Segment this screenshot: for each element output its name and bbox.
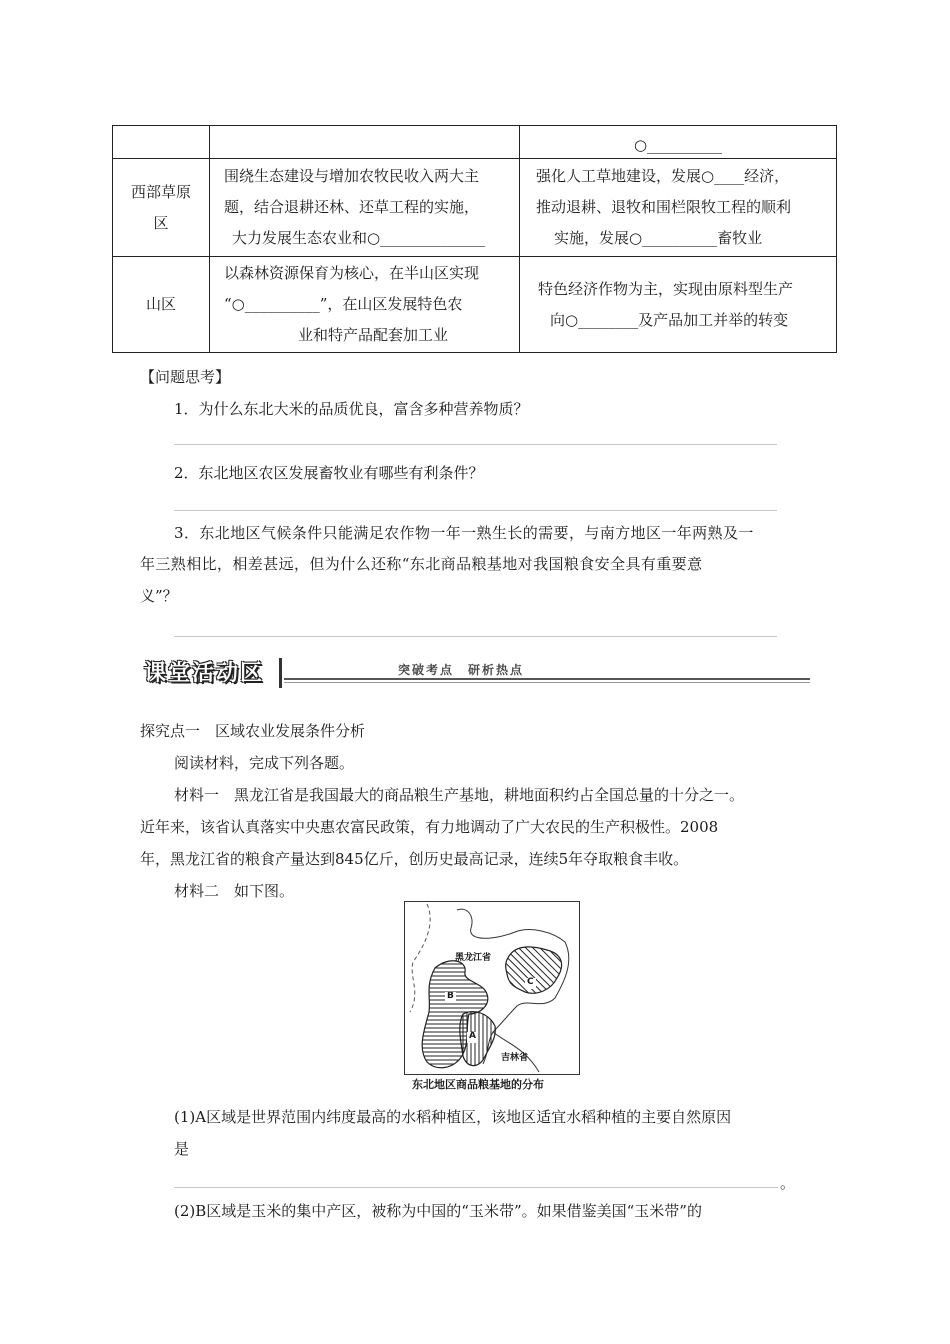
answer-line[interactable] xyxy=(174,636,777,637)
cell-text: 题，结合退耕还林、还草工程的实施， xyxy=(224,198,480,216)
material-1: 材料一 黑龙江省是我国最大的商品粮生产基地，耕地面积约占全国总量的十分之一。 xyxy=(174,786,745,804)
fill-blank-text: ○__________ xyxy=(633,136,723,154)
map-caption: 东北地区商品粮基地的分布 xyxy=(412,1078,544,1091)
section-banner xyxy=(140,656,810,690)
cell-text: 实施，发展○__________畜牧业 xyxy=(554,229,763,247)
table-cell xyxy=(210,126,520,159)
answer-line[interactable] xyxy=(174,1187,778,1188)
answer-line[interactable] xyxy=(174,444,777,445)
section-heading: 【问题思考】 xyxy=(140,368,231,386)
material-1: 年，黑龙江省的粮食产量达到845亿斤，创历史最高记录，连续5年夺取粮食丰收。 xyxy=(140,850,689,868)
question-1: 1．为什么东北大米的品质优良，富含多种营养物质？ xyxy=(174,400,529,418)
cell-text: 推动退耕、退牧和围栏限牧工程的顺利 xyxy=(536,198,792,216)
table-row xyxy=(113,126,837,159)
subquestion-1: 是 xyxy=(174,1140,190,1158)
table-cell xyxy=(520,126,837,159)
inquiry-intro: 阅读材料，完成下列各题。 xyxy=(174,754,355,772)
banner-title: 课堂活动区 xyxy=(144,661,265,686)
question-2: 2．东北地区农区发展畜牧业有哪些有利条件？ xyxy=(174,464,484,482)
cell-text: 特色经济作物为主，实现由原料型生产 xyxy=(538,279,794,298)
question-3: 义”？ xyxy=(140,587,178,605)
agriculture-table xyxy=(112,125,837,353)
region-label: 山区 xyxy=(145,295,176,313)
material-1: 近年来，该省认真落实中央惠农富民政策，有力地调动了广大农民的生产积极性。2008 xyxy=(140,818,719,836)
banner-subtitle: 突破考点 研析热点 xyxy=(398,663,525,677)
border-line xyxy=(410,904,430,1012)
inquiry-title: 探究点一 区域农业发展条件分析 xyxy=(140,722,366,740)
cell-text: 向○________及产品加工并举的转变 xyxy=(550,310,789,329)
table-cell xyxy=(520,159,837,257)
banner-rule xyxy=(284,678,810,680)
table-cell xyxy=(210,257,520,353)
cell-text: 围绕生态建设与增加农牧民收入两大主 xyxy=(224,167,480,185)
table-row xyxy=(113,257,837,353)
material-2: 材料二 如下图。 xyxy=(174,882,295,900)
commodity-grain-map xyxy=(404,901,580,1075)
subquestion-1: (1)A区域是世界范围内纬度最高的水稻种植区，该地区适宜水稻种植的主要自然原因 xyxy=(174,1108,732,1126)
label-region-c: C xyxy=(527,977,534,987)
cell-text: 大力发展生态农业和○______________ xyxy=(232,229,486,247)
banner-divider xyxy=(279,658,282,688)
label-heilongjiang: 黑龙江省 xyxy=(455,953,492,963)
table-cell xyxy=(210,159,520,257)
region-label: 区 xyxy=(153,213,169,232)
cell-text: 强化人工草地建设，发展○____经济， xyxy=(536,167,790,185)
table-cell xyxy=(520,257,837,353)
answer-line[interactable] xyxy=(174,510,777,511)
map-graphic xyxy=(405,902,579,1074)
label-region-b: B xyxy=(447,991,454,1001)
region-cell xyxy=(113,257,210,353)
label-jilin: 吉林省 xyxy=(501,1053,529,1063)
question-3: 3．东北地区气候条件只能满足农作物一年一熟生长的需要，与南方地区一年两熟及一 xyxy=(174,524,754,542)
label-region-a: A xyxy=(469,1031,476,1041)
sentence-end: 。 xyxy=(780,1174,796,1192)
table-row xyxy=(113,159,837,257)
cell-text: “○__________”，在山区发展特色农 xyxy=(224,295,463,313)
question-3: 年三熟相比，相差甚远，但为什么还称“东北商品粮基地对我国粮食安全具有重要意 xyxy=(140,555,703,573)
banner-rule xyxy=(284,682,810,683)
region-label: 西部草原 xyxy=(130,182,191,201)
subquestion-2: (2)B区域是玉米的集中产区，被称为中国的“玉米带”。如果借鉴美国“玉米带”的 xyxy=(174,1202,702,1220)
cell-text: 业和特产品配套加工业 xyxy=(298,326,449,344)
region-cell xyxy=(113,159,210,257)
cell-text: 以森林资源保育为核心，在半山区实现 xyxy=(224,264,480,282)
table-cell xyxy=(113,126,210,159)
